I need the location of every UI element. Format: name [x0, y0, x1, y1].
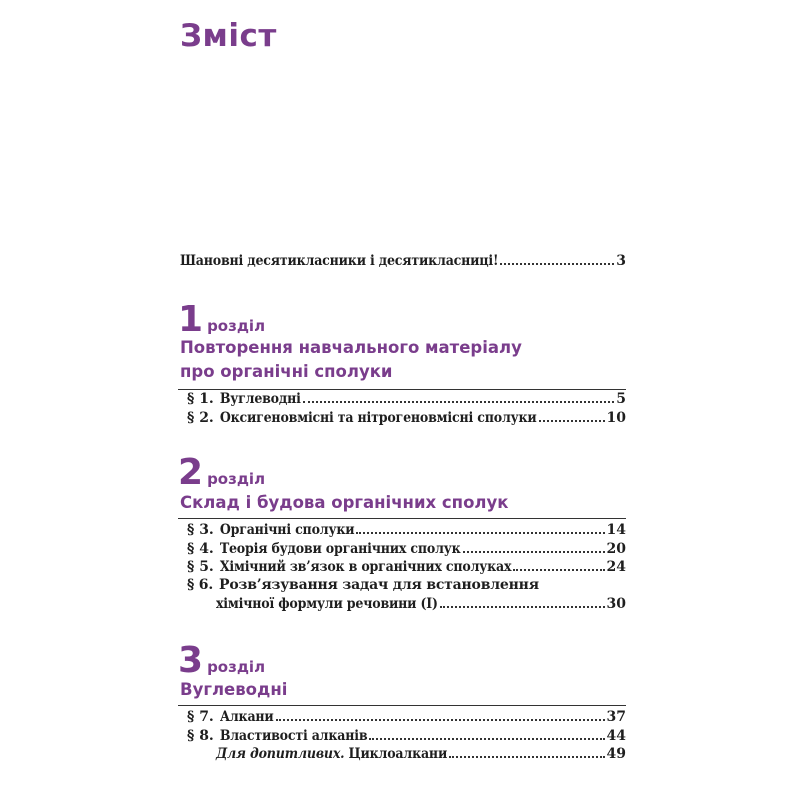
toc-entry-text: Оксигеновмісні та нітрогеновмісні сполуки	[219, 410, 537, 426]
leader-dots	[463, 550, 605, 553]
section-1-title-line-1: Повторення навчального матеріалу	[180, 338, 522, 357]
leader-dots	[449, 755, 604, 758]
paragraph-number: § 7.	[187, 709, 214, 725]
section-3-head	[178, 640, 266, 681]
section-1-title-line-2: про органічні сполуки	[180, 362, 393, 381]
toc-entry-page: 3	[616, 253, 626, 269]
page-title: Зміст	[180, 18, 277, 54]
leader-dots	[356, 531, 604, 534]
toc-entry-6-first-line[interactable]	[187, 575, 539, 595]
paragraph-number: § 5.	[187, 559, 214, 575]
paragraph-number: § 3.	[187, 522, 214, 538]
toc-entry-intro[interactable]	[180, 251, 626, 271]
section-word: розділ	[207, 470, 266, 488]
toc-entry-4[interactable]	[187, 539, 626, 559]
toc-entry-2[interactable]	[187, 408, 626, 428]
paragraph-number: § 6.	[187, 577, 214, 593]
toc-entry-7[interactable]	[187, 707, 626, 727]
toc-entry-8[interactable]	[187, 726, 626, 746]
toc-entry-text: Хімічний зв’язок в органічних сполуках	[219, 559, 512, 575]
leader-dots	[440, 605, 605, 608]
toc-entry-5[interactable]	[187, 557, 626, 577]
toc-entry-text: Циклоалкани	[344, 746, 448, 762]
toc-entry-page: 20	[606, 541, 626, 557]
section-2-title: Склад і будова органічних сполук	[180, 493, 509, 512]
paragraph-number: § 8.	[187, 728, 214, 744]
section-number: 2	[178, 452, 204, 493]
toc-entry-text: Шановні десятикласники і десятикласниці!	[180, 253, 499, 269]
section-2-divider	[178, 518, 626, 519]
paragraph-number: § 4.	[187, 541, 214, 557]
toc-entry-text: Органічні сполуки	[219, 522, 355, 538]
toc-entry-page: 24	[606, 559, 626, 575]
toc-entry-page: 5	[616, 391, 626, 407]
toc-entry-page: 37	[606, 709, 626, 725]
toc-entry-page: 14	[606, 522, 626, 538]
section-word: розділ	[207, 317, 266, 335]
section-number: 3	[178, 640, 204, 681]
paragraph-number: § 2.	[187, 410, 214, 426]
toc-entry-text-continued: хімічної формули речовини (І)	[216, 596, 438, 612]
toc-entry-1[interactable]	[187, 389, 626, 409]
leader-dots	[500, 262, 614, 265]
paragraph-number: § 1.	[187, 391, 214, 407]
section-2-head	[178, 452, 266, 493]
toc-entry-text: Алкани	[219, 709, 274, 725]
toc-entry-text: Теорія будови органічних сполук	[219, 541, 461, 557]
toc-entry-6[interactable]	[216, 594, 626, 614]
toc-entry-text: Властивості алканів	[219, 728, 368, 744]
section-number: 1	[178, 299, 204, 340]
toc-entry-page: 44	[606, 728, 626, 744]
toc-entry-3[interactable]	[187, 520, 626, 540]
leader-dots	[276, 718, 605, 721]
section-word: розділ	[207, 658, 266, 676]
section-1-head	[178, 299, 266, 340]
toc-entry-text: Вуглеводні	[219, 391, 301, 407]
toc-entry-page: 49	[606, 746, 626, 762]
toc-entry-text: Розв’язування задач для встановлення	[219, 577, 539, 593]
section-3-title: Вуглеводні	[180, 680, 288, 699]
leader-dots	[539, 419, 605, 422]
leader-dots	[303, 400, 615, 403]
leader-dots	[513, 568, 604, 571]
toc-entry-italic-prefix: Для допитливих.	[216, 746, 345, 762]
toc-entry-page: 30	[606, 596, 626, 612]
section-3-divider	[178, 705, 626, 706]
toc-entry-page: 10	[606, 410, 626, 426]
toc-entry-extra[interactable]	[216, 744, 626, 764]
leader-dots	[369, 737, 604, 740]
